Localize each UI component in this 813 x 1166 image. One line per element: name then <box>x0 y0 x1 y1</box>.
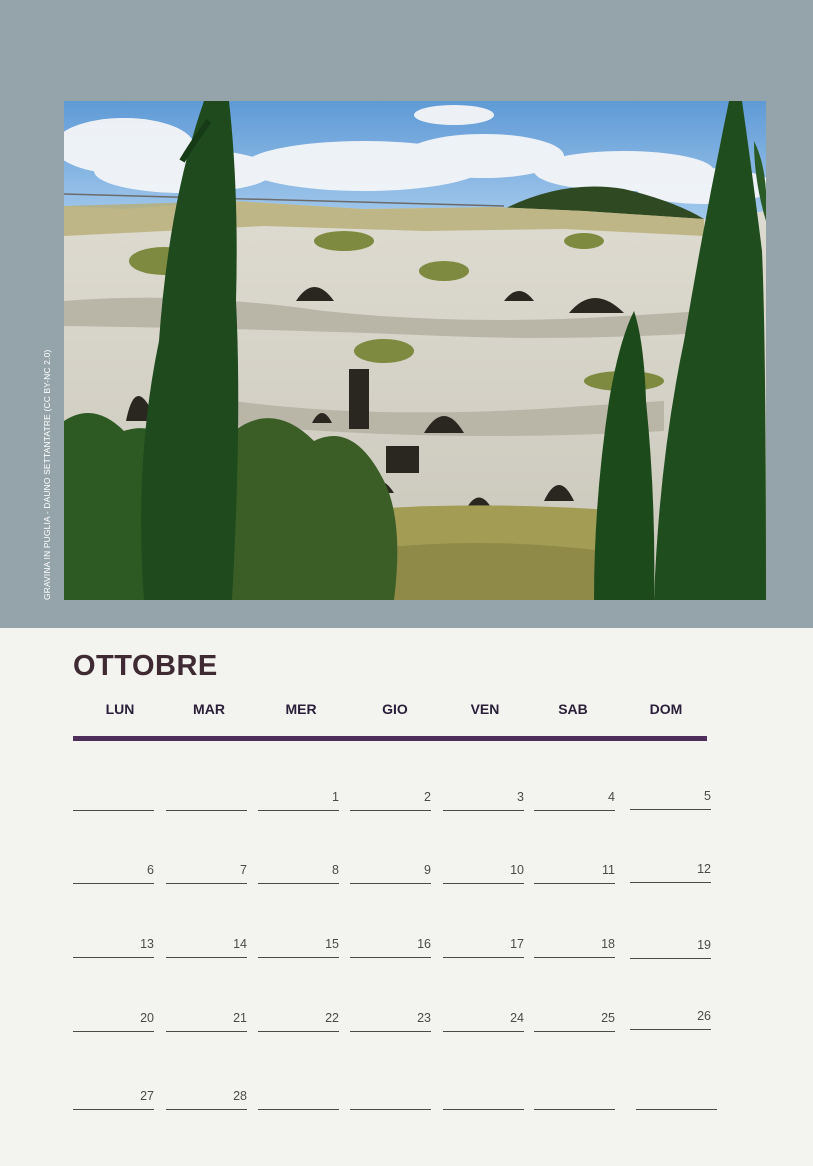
day-cell: 10 <box>443 862 524 884</box>
day-cell: 8 <box>258 862 339 884</box>
day-cell: 19 <box>630 937 711 959</box>
weekday-sun: DOM <box>649 701 683 717</box>
weekday-fri: VEN <box>470 701 500 717</box>
day-cell: 23 <box>350 1010 431 1032</box>
photo-credit: GRAVINA IN PUGLIA - DAUNO SETTANTATRE (CC BY-NC 2.0) <box>42 349 52 600</box>
day-cell: 26 <box>630 1008 711 1030</box>
day-cell: 1 <box>258 789 339 811</box>
day-cell: 7 <box>166 862 247 884</box>
day-cell: 13 <box>73 936 154 958</box>
landscape-image <box>64 101 766 600</box>
day-cell: 21 <box>166 1010 247 1032</box>
day-cell: 22 <box>258 1010 339 1032</box>
weekday-mon: LUN <box>105 701 135 717</box>
day-cell <box>534 1088 615 1110</box>
weekday-tue: MAR <box>193 701 225 717</box>
day-cell: 18 <box>534 936 615 958</box>
weekday-wed: MER <box>285 701 317 717</box>
day-cell: 4 <box>534 789 615 811</box>
day-cell: 28 <box>166 1088 247 1110</box>
day-cell: 20 <box>73 1010 154 1032</box>
day-cell: 27 <box>73 1088 154 1110</box>
header-rule <box>73 736 707 741</box>
day-cell: 12 <box>630 861 711 883</box>
day-cell: 16 <box>350 936 431 958</box>
day-cell <box>636 1088 717 1110</box>
day-cell <box>258 1088 339 1110</box>
day-cell <box>443 1088 524 1110</box>
month-title: OTTOBRE <box>73 650 218 682</box>
day-cell: 5 <box>630 788 711 810</box>
day-cell <box>350 1088 431 1110</box>
day-cell: 9 <box>350 862 431 884</box>
day-cell: 14 <box>166 936 247 958</box>
day-cell: 3 <box>443 789 524 811</box>
day-cell <box>166 789 247 811</box>
day-cell <box>73 789 154 811</box>
day-cell: 6 <box>73 862 154 884</box>
calendar-photo <box>64 101 766 600</box>
weekday-thu: GIO <box>382 701 408 717</box>
weekday-sat: SAB <box>558 701 588 717</box>
day-cell: 11 <box>534 862 615 884</box>
day-cell: 24 <box>443 1010 524 1032</box>
day-cell: 2 <box>350 789 431 811</box>
day-cell: 17 <box>443 936 524 958</box>
day-cell: 25 <box>534 1010 615 1032</box>
day-cell: 15 <box>258 936 339 958</box>
